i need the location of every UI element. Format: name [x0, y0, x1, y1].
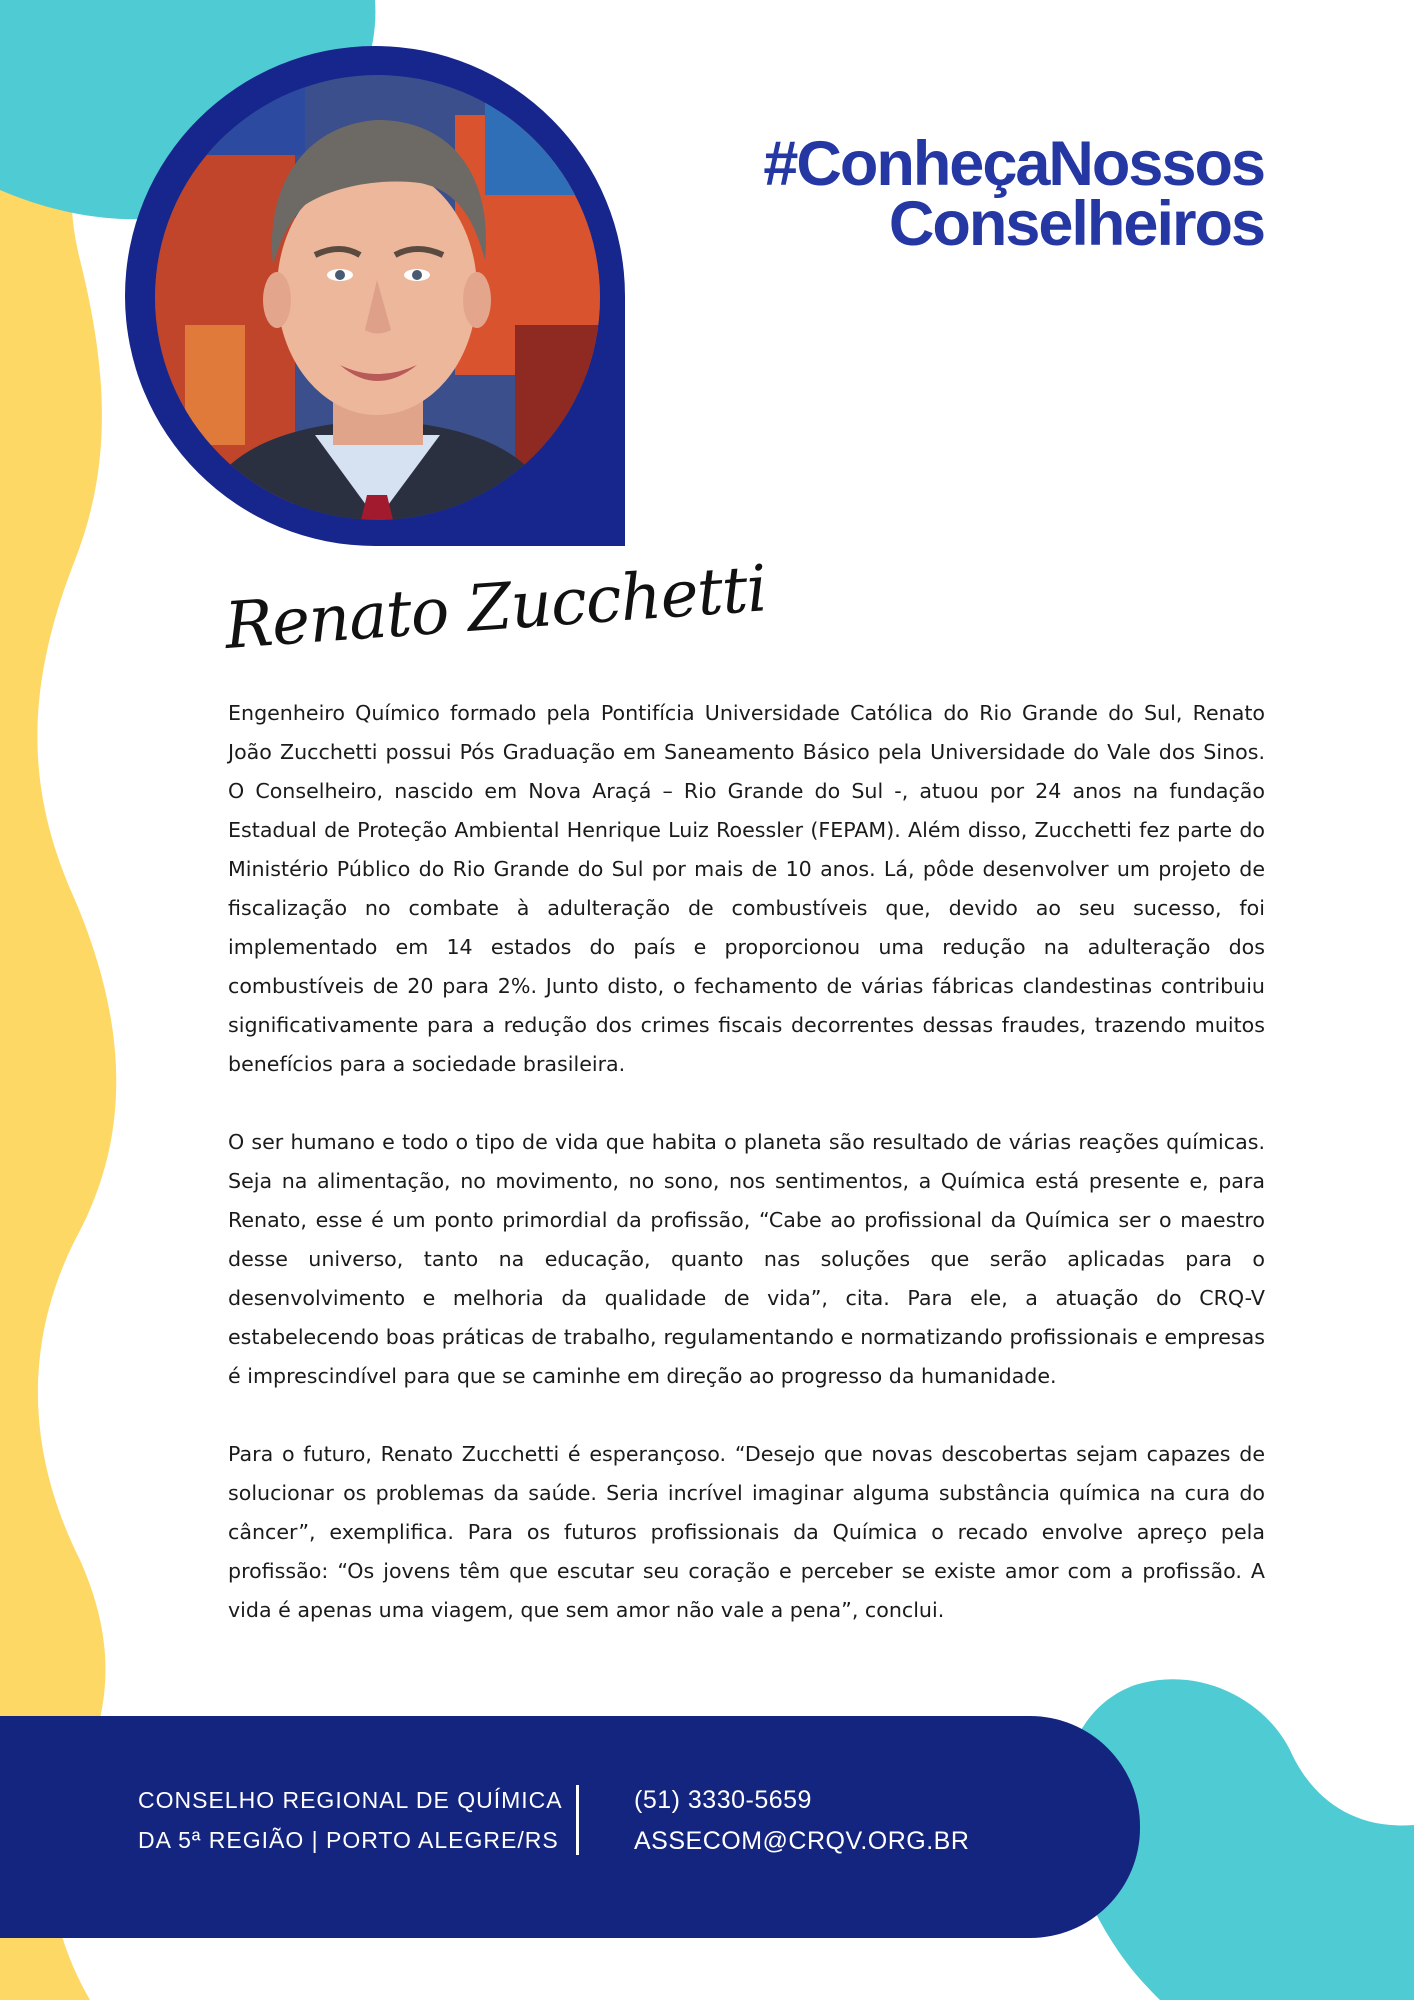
paragraph-2: O ser humano e todo o tipo de vida que habita o planeta são resultado de várias reações químicas. Seja na alimentação, no movimento, no sono, nos sentimentos, a Química está presente e, para Renato, esse é um ponto primordial da profissão, “Cabe ao profissional da Química ser o maestro desse universo, tanto na educação, quanto nas soluções que serão aplicadas para o desenvolvimento e melhoria da qualidade de vida”, cita. Para ele, a atuação do CRQ-V estabelecendo boas práticas de trabalho, regulamentando e normatizando profissionais e empresas é imprescindível para que se caminhe em direção ao progresso da humanidade. — [228, 1130, 1265, 1388]
hashtag-title — [564, 129, 1264, 259]
hashtag-line-1: #ConheçaNossos — [763, 129, 1264, 199]
org-line-2: DA 5ª REGIÃO | PORTO ALEGRE/RS — [138, 1827, 559, 1853]
portrait-photo — [155, 75, 600, 520]
contact-info — [634, 1780, 969, 1862]
phone-number[interactable]: (51) 3330-5659 — [634, 1786, 812, 1814]
hashtag-line-2: Conselheiros — [888, 189, 1264, 259]
email-link[interactable]: ASSECOM@CRQV.ORG.BR — [634, 1827, 970, 1855]
paragraph-1: Engenheiro Químico formado pela Pontifícia Universidade Católica do Rio Grande do Sul, Renato João Zucchetti possui Pós Graduação em Saneamento Básico pela Universidade do Vale dos Sinos. O Conselheiro, nascido em Nova Araçá – Rio Grande do Sul -, atuou por 24 anos na fundação Estadual de Proteção Ambiental Henrique Luiz Roessler (FEPAM). Além disso, Zucchetti fez parte do Ministério Público do Rio Grande do Sul por mais de 10 anos. Lá, pôde desenvolver um projeto de fiscalização no combate à adulteração de combustíveis que, devido ao seu sucesso, foi implementado em 14 estados do país e proporcionou uma redução na adulteração dos combustíveis de 20 para 2%. Junto disto, o fechamento de várias fábricas clandestinas contribuiu significativamente para a redução dos crimes fiscais decorrentes dessas fraudes, trazendo muitos benefícios para a sociedade brasileira. — [228, 701, 1265, 1076]
organization-name — [138, 1780, 563, 1860]
person-name: Renato Zucchetti — [222, 552, 769, 664]
footer-divider — [576, 1785, 579, 1855]
org-line-1: CONSELHO REGIONAL DE QUÍMICA — [138, 1787, 563, 1813]
paragraph-3: Para o futuro, Renato Zucchetti é esperançoso. “Desejo que novas descobertas sejam capazes de solucionar os problemas da saúde. Seria incrível imaginar alguma substância química na cura do câncer”, exemplifica. Para os futuros profissionais da Química o recado envolve apreço pela profissão: “Os jovens têm que escutar seu coração e perceber se existe amor com a profissão. A vida é apenas uma viagem, que sem amor não vale a pena”, conclui. — [228, 1442, 1265, 1622]
article-body — [228, 694, 1265, 1669]
